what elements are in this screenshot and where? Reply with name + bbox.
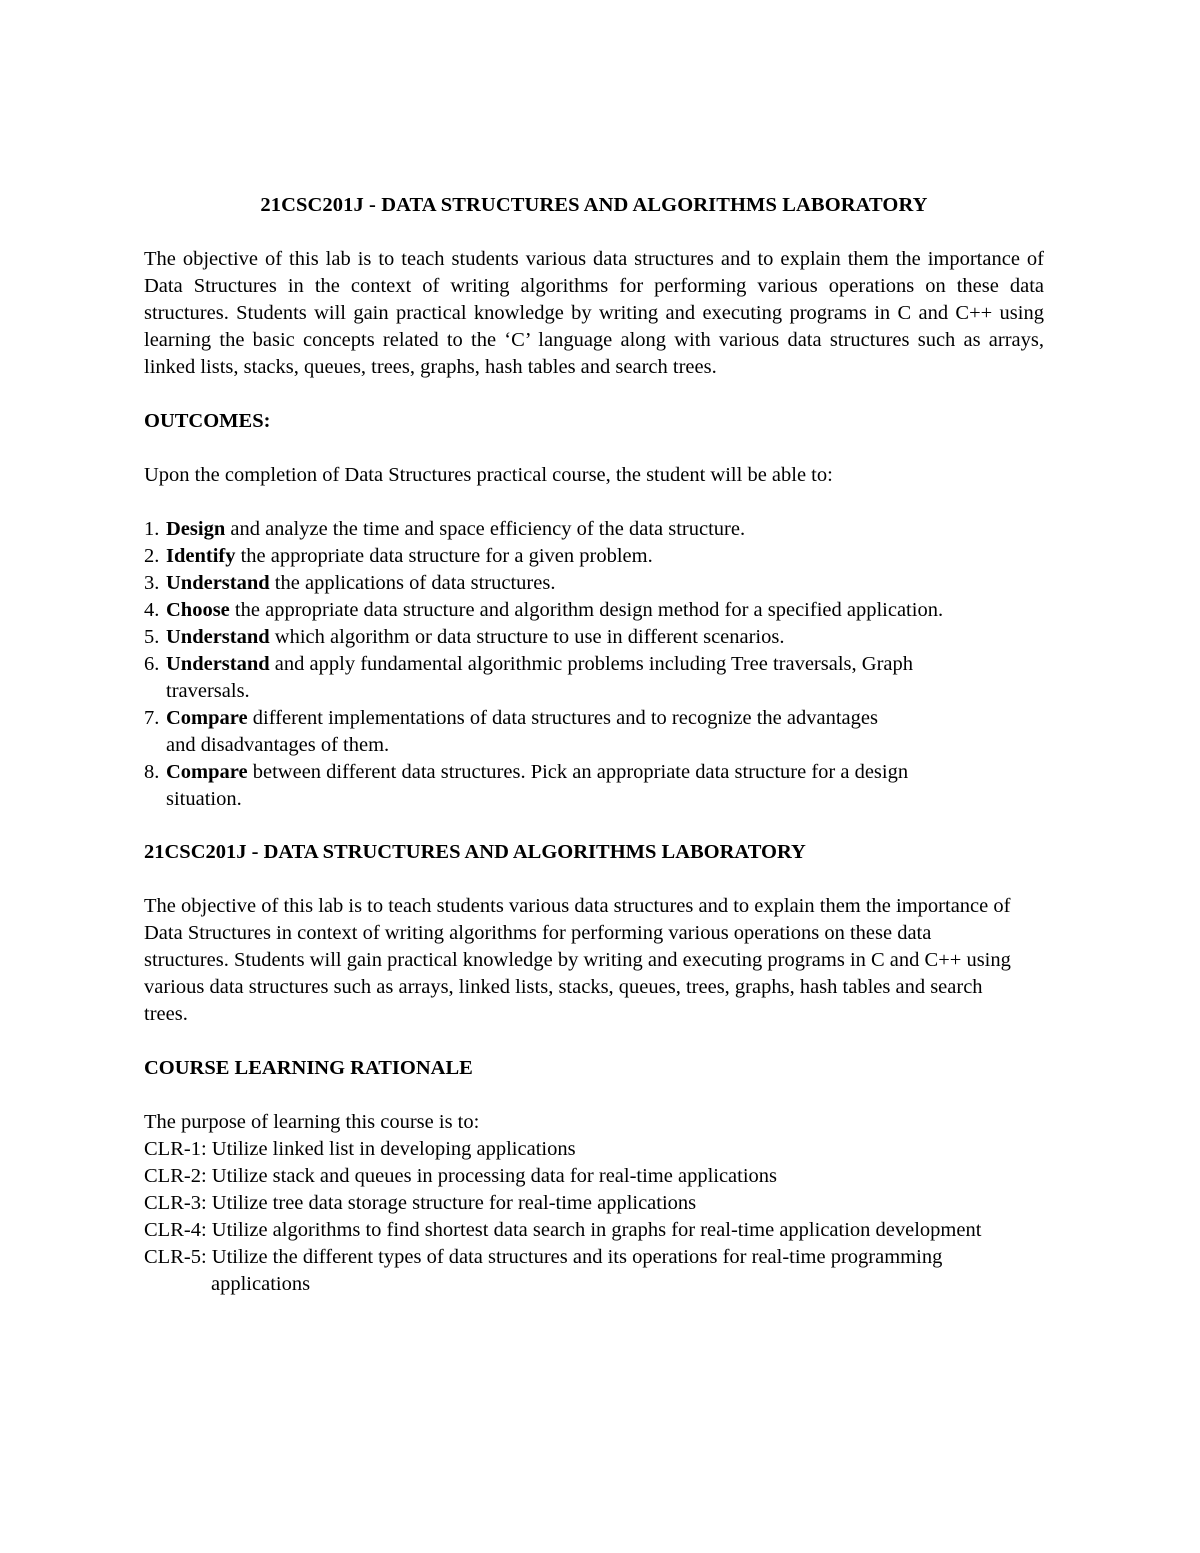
list-item: 1. Design and analyze the time and space efficiency of the data structure. [144,518,746,540]
document-page [144,192,1044,1298]
list-item: CLR-3: Utilize tree data storage structure for real-time applications [144,1192,697,1214]
objective-paragraph-repeat: The objective of this lab is to teach students various data structures and to explain them the importance of Data Structures in context of writing algorithms for performing various operations on these data structures. Students will gain practical knowledge by writing and executing programs in C and C++ using various data structures such as arrays, linked lists, stacks, queues, trees, graphs, hash tables and search trees. [144,895,1011,1025]
outcomes-intro: Upon the completion of Data Structures practical course, the student will be able to: [144,464,833,486]
list-item: 8. Compare between different data structures. Pick an appropriate data structure for a design situation. [144,761,909,810]
list-item: 5. Understand which algorithm or data structure to use in different scenarios. [144,626,785,648]
course-title-repeat: 21CSC201J - DATA STRUCTURES AND ALGORITHMS LABORATORY [144,841,806,863]
list-item: 4. Choose the appropriate data structure and algorithm design method for a specified application. [144,599,944,621]
course-title: 21CSC201J - DATA STRUCTURES AND ALGORITHMS LABORATORY [260,194,928,216]
outcomes-list [144,516,1044,813]
outcomes-heading: OUTCOMES: [144,410,271,432]
rationale-intro: The purpose of learning this course is to: [144,1111,480,1133]
list-item: 2. Identify the appropriate data structure for a given problem. [144,545,653,567]
objective-paragraph: The objective of this lab is to teach students various data structures and to explain them the importance of Data Structures in the context of writing algorithms for performing various operations on these data structures. Students will gain practical knowledge by writing and executing programs in C and C++ using learning the basic concepts related to the ‘C’ language along with various data structures such as arrays, linked lists, stacks, queues, trees, graphs, hash tables and search trees. [144,248,1044,378]
list-item: CLR-5: Utilize the different types of data structures and its operations for real-time programming applications [144,1246,943,1295]
list-item: CLR-2: Utilize stack and queues in processing data for real-time applications [144,1165,778,1187]
list-item: 3. Understand the applications of data structures. [144,572,556,594]
rationale-heading: COURSE LEARNING RATIONALE [144,1057,473,1079]
list-item: CLR-4: Utilize algorithms to find shortest data search in graphs for real-time application development [144,1219,982,1241]
list-item: 6. Understand and apply fundamental algorithmic problems including Tree traversals, Graph traversals. [144,653,913,702]
list-item: 7. Compare different implementations of data structures and to recognize the advantages and disadvantages of them. [144,707,878,756]
rationale-list [144,1136,1044,1298]
list-item: CLR-1: Utilize linked list in developing applications [144,1138,576,1160]
